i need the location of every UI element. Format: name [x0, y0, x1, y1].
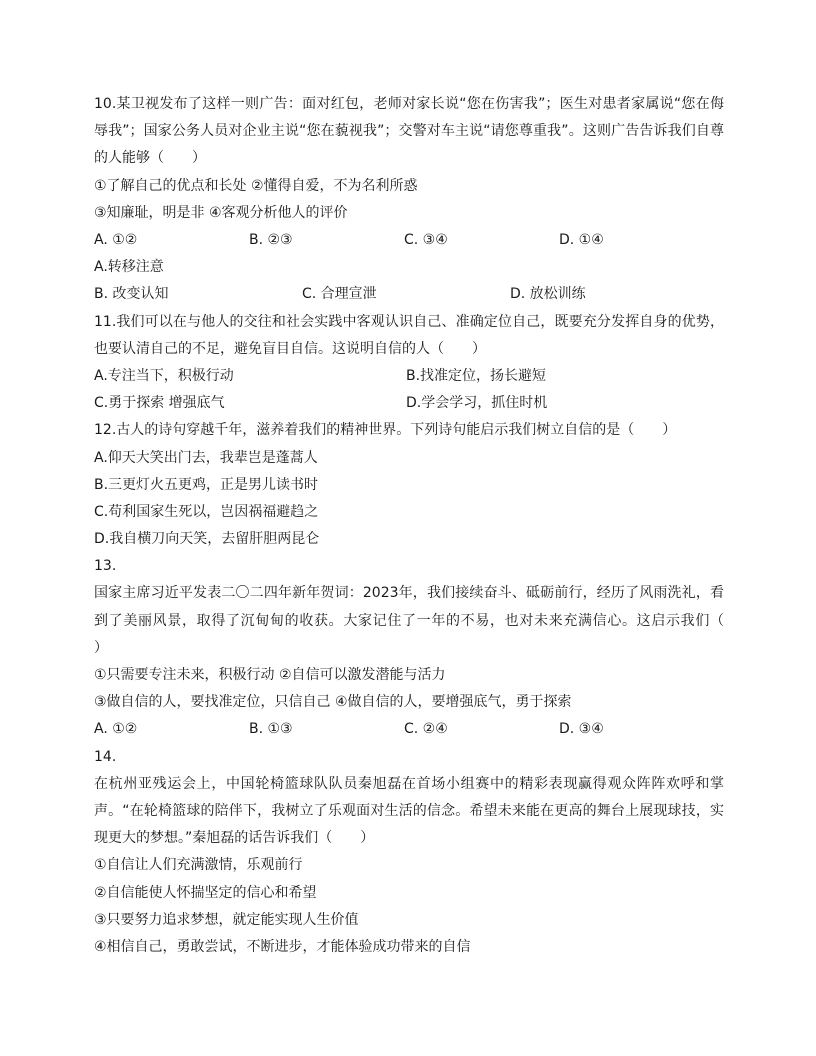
- option-c: C. ③④: [404, 231, 448, 248]
- extra-option-c: C. 合理宣泄: [302, 286, 377, 303]
- question-14: [94, 744, 724, 962]
- option-a: A.专注当下，积极行动: [94, 367, 234, 384]
- option-d: D.学会学习，抓住时机: [406, 395, 548, 412]
- question-14-stem: 在杭州亚残运会上，中国轮椅篮球队队员秦旭磊在首场小组赛中的精彩表现赢得观众阵阵欢呼和掌声。“在轮椅篮球的陪伴下，我树立了乐观面对生活的信念。希望未来能在更高的舞台上展现球技，实现更大的梦想。”秦旭磊的话告诉我们（ ）: [94, 775, 724, 847]
- question-10-options: [94, 227, 724, 254]
- option-b: B.找准定位，扬长避短: [406, 367, 547, 384]
- extra-option-b: B. 改变认知: [94, 286, 169, 303]
- option-d: D. ③④: [559, 721, 604, 738]
- question-13-options: [94, 716, 724, 743]
- question-14-number: 14.: [94, 748, 117, 765]
- extra-options: [94, 281, 724, 308]
- option-b: B. ②③: [249, 231, 293, 248]
- option-d: D. ①④: [559, 231, 604, 248]
- option-c: C.苟利国家生死以，岂因祸福避趋之: [94, 503, 319, 520]
- extra-option-d: D. 放松训练: [510, 286, 586, 303]
- question-14-statement-2: ②自信能使人怀揣坚定的信心和希望: [94, 884, 317, 901]
- option-a: A.仰天大笑出门去，我辈岂是蓬蒿人: [94, 449, 318, 466]
- question-12-stem: 12.古人的诗句穿越千年，滋养着我们的精神世界。下列诗句能启示我们树立自信的是（ ）: [94, 422, 677, 439]
- question-10-statements-1: ①了解自己的优点和长处 ②懂得自爱，不为名利所惑: [94, 177, 418, 194]
- extra-option-a: A.转移注意: [94, 259, 164, 276]
- question-14-statement-3: ③只要努力追求梦想，就定能实现人生价值: [94, 911, 359, 928]
- question-12: [94, 417, 724, 553]
- exam-page: [94, 91, 752, 961]
- option-a: A. ①②: [94, 231, 138, 248]
- option-c: C.勇于探索 增强底气: [94, 395, 225, 412]
- question-10-stem: 10.某卫视发布了这样一则广告：面对红包，老师对家长说“您在伤害我”；医生对患者家属说“您在侮辱我”；国家公务人员对企业主说“您在藐视我”；交警对车主说“请您尊重我”。这则广告告诉我们自尊的人能够（ ）: [94, 96, 724, 167]
- question-13-number: 13.: [94, 558, 117, 575]
- question-13: [94, 553, 752, 743]
- option-c: C. ②④: [404, 721, 448, 738]
- option-d: D.我自横刀向天笑，去留肝胆两昆仑: [94, 531, 320, 548]
- question-10: [94, 91, 724, 309]
- option-b: B. ①③: [249, 721, 293, 738]
- question-14-statement-1: ①自信让人们充满激情，乐观前行: [94, 857, 303, 874]
- question-10-statements-2: ③知廉耻，明是非 ④客观分析他人的评价: [94, 204, 348, 221]
- question-13-stem: 国家主席习近平发表二〇二四年新年贺词：2023年，我们接续奋斗、砥砺前行，经历了风雨洗礼，看到了美丽风景，取得了沉甸甸的收获。大家记住了一年的不易，也对未来充满信心。这启示我们（ ）: [94, 585, 752, 656]
- question-14-statement-4: ④相信自己，勇敢尝试，不断进步，才能体验成功带来的自信: [94, 938, 471, 955]
- question-13-statements-1: ①只需要专注未来，积极行动 ②自信可以激发潜能与活力: [94, 667, 446, 684]
- question-11: [94, 309, 724, 418]
- question-11-options-row-2: [94, 390, 724, 417]
- question-13-statements-2: ③做自信的人，要找准定位，只信自己 ④做自信的人，要增强底气，勇于探索: [94, 694, 572, 711]
- option-a: A. ①②: [94, 721, 138, 738]
- question-11-options-row-1: [94, 363, 724, 390]
- question-11-stem: 11.我们可以在与他人的交往和社会实践中客观认识自己、准确定位自己，既要充分发挥自身的优势，也要认清自己的不足，避免盲目自信。这说明自信的人（ ）: [94, 313, 724, 357]
- option-b: B.三更灯火五更鸡，正是男儿读书时: [94, 476, 319, 493]
